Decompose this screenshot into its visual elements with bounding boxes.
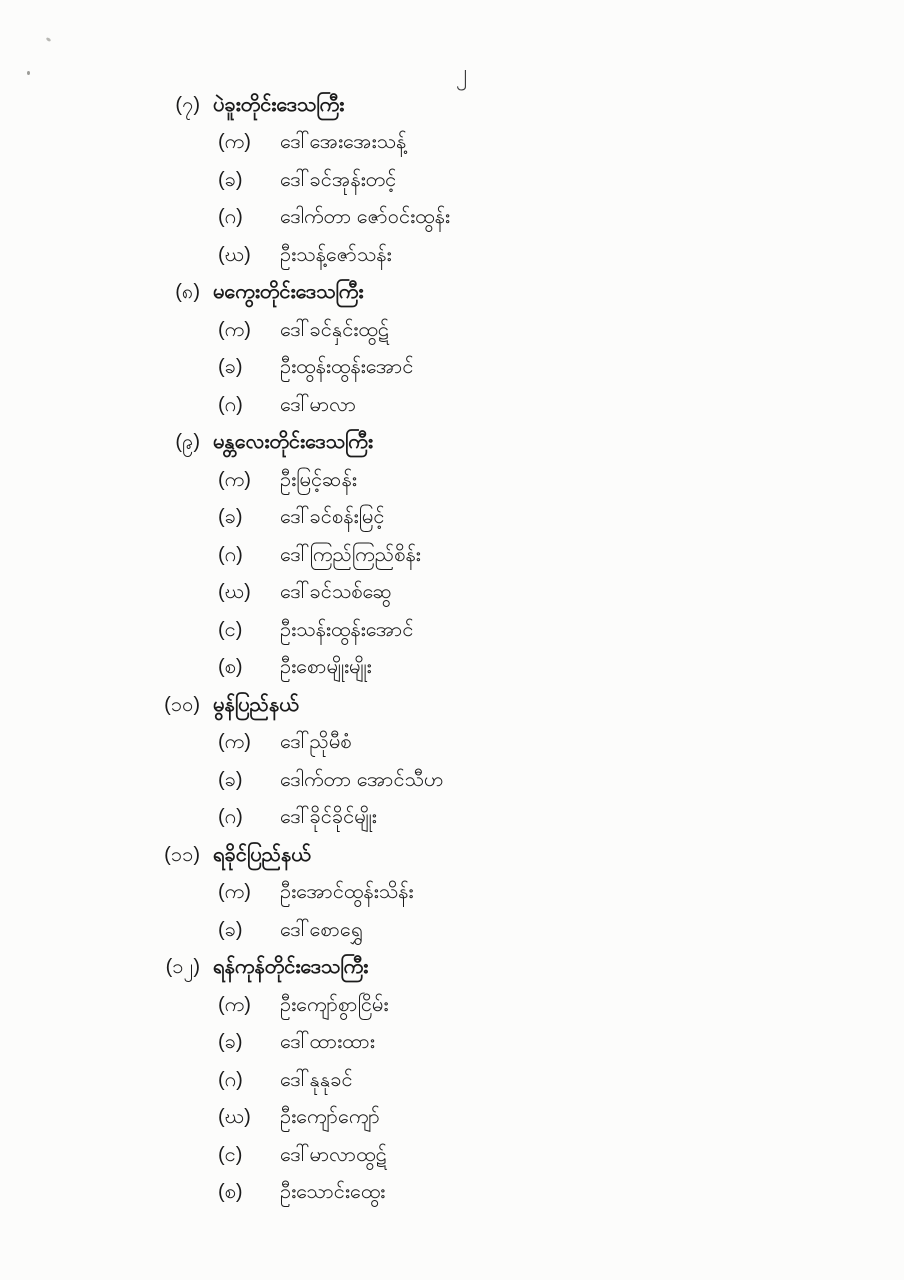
section-title: မန္တလေးတိုင်းဒေသကြီး [213, 431, 373, 454]
member-row [150, 724, 790, 762]
member-name: ဒေါ်အေးအေးသန့် [280, 131, 407, 154]
member-name: ဒေါ်စောရွှေ [280, 918, 363, 941]
member-label: (စ) [218, 656, 243, 679]
member-name: ဒေါက်တာ အောင်သီဟ [280, 768, 444, 791]
member-name: ဦးကျော်ကျော် [280, 1106, 380, 1129]
member-name: ဒေါ်ခင်အုန်းတင့် [280, 168, 397, 191]
section-row [150, 424, 790, 462]
section-row [150, 949, 790, 987]
section-number: (၈) [175, 281, 200, 304]
member-row [150, 386, 790, 424]
section-title: မွန်ပြည်နယ် [213, 693, 299, 716]
member-row [150, 1061, 790, 1099]
page-number: ၂ [456, 59, 468, 85]
member-name: ဒေါ်နုနုခင် [280, 1068, 353, 1091]
member-name: ဒေါ်ထားထား [280, 1031, 375, 1054]
member-row [150, 199, 790, 237]
member-label: (စ) [218, 1181, 243, 1204]
member-name: ဦးသန်းထွန်းအောင် [280, 618, 414, 641]
member-name: ဒေါ်ခိုင်ခိုင်မျိုး [280, 806, 377, 829]
section-number: (၉) [175, 431, 200, 454]
section-row [150, 274, 790, 312]
member-label: (က) [218, 731, 251, 754]
member-label: (ဂ) [218, 806, 243, 829]
section-number: (၁၁) [164, 843, 200, 866]
section-number: (၁၂) [165, 956, 200, 979]
member-row [150, 874, 790, 912]
member-row [150, 986, 790, 1024]
member-row [150, 349, 790, 387]
member-label: (က) [218, 318, 251, 341]
member-label: (င) [218, 618, 243, 641]
member-label: (ခ) [218, 918, 243, 941]
section-row [150, 86, 790, 124]
member-name: ဒေါ်မာလာထွဋ် [280, 1143, 387, 1166]
member-label: (ဃ) [218, 1106, 251, 1129]
member-label: (က) [218, 131, 251, 154]
member-label: (ဂ) [218, 206, 243, 229]
member-row [150, 236, 790, 274]
member-row [150, 611, 790, 649]
member-label: (က) [218, 468, 251, 491]
member-name: ဦးမြင့်ဆန်း [280, 468, 357, 491]
member-row [150, 1099, 790, 1137]
member-label: (က) [218, 881, 251, 904]
member-row [150, 1136, 790, 1174]
scan-speck [46, 37, 52, 42]
member-row [150, 461, 790, 499]
member-label: (ဂ) [218, 1068, 243, 1091]
member-label: (ဂ) [218, 393, 243, 416]
member-row [150, 311, 790, 349]
section-title: မကွေးတိုင်းဒေသကြီး [213, 281, 364, 304]
member-name: ဦးထွန်းထွန်းအောင် [280, 356, 414, 379]
member-label: (ခ) [218, 768, 243, 791]
member-name: ဒေါ်ခင်နှင်းထွဋ် [280, 318, 389, 341]
member-label: (ဃ) [218, 581, 251, 604]
member-name: ဦးသောင်းထွေး [280, 1181, 386, 1204]
member-label: (ခ) [218, 356, 243, 379]
member-label: (ခ) [218, 506, 243, 529]
member-row [150, 161, 790, 199]
section-title: ရခိုင်ပြည်နယ် [213, 843, 311, 866]
member-name: ဒေါ်ခင်သစ်ဆွေ [280, 581, 392, 604]
member-label: (ခ) [218, 1031, 243, 1054]
member-name: ဒေါ်ခင်စန်းမြင့် [280, 506, 385, 529]
member-label: (ဂ) [218, 543, 243, 566]
section-title: ပဲခူးတိုင်းဒေသကြီး [213, 93, 345, 116]
member-label: (ခ) [218, 168, 243, 191]
section-row [150, 686, 790, 724]
member-name: ဒေါ်ညိုမီစံ [280, 731, 352, 754]
member-row [150, 799, 790, 837]
member-row [150, 124, 790, 162]
member-label: (င) [218, 1143, 243, 1166]
member-name: ဦးစောမျိုးမျိုး [280, 656, 372, 679]
member-row [150, 536, 790, 574]
member-name: ဒေါက်တာ ဇော်ဝင်းထွန်း [280, 206, 450, 229]
member-name: ဦးသန့်ဇော်သန်း [280, 243, 392, 266]
member-row [150, 1024, 790, 1062]
regions-list [150, 86, 790, 1211]
member-row [150, 911, 790, 949]
section-title: ရန်ကုန်တိုင်းဒေသကြီး [213, 956, 369, 979]
member-row [150, 1174, 790, 1212]
section-number: (၁၀) [164, 693, 200, 716]
member-row [150, 649, 790, 687]
member-label: (က) [218, 993, 251, 1016]
member-row [150, 574, 790, 612]
scan-speck [27, 71, 30, 75]
member-name: ဦးကျော်စွာငြိမ်း [280, 993, 389, 1016]
section-row [150, 836, 790, 874]
member-name: ဒေါ်ကြည်ကြည်စိန်း [280, 543, 421, 566]
section-number: (၇) [175, 93, 200, 116]
member-label: (ဃ) [218, 243, 251, 266]
member-row [150, 499, 790, 537]
member-row [150, 761, 790, 799]
member-name: ဒေါ်မာလာ [280, 393, 357, 416]
member-name: ဦးအောင်ထွန်းသိန်း [280, 881, 414, 904]
